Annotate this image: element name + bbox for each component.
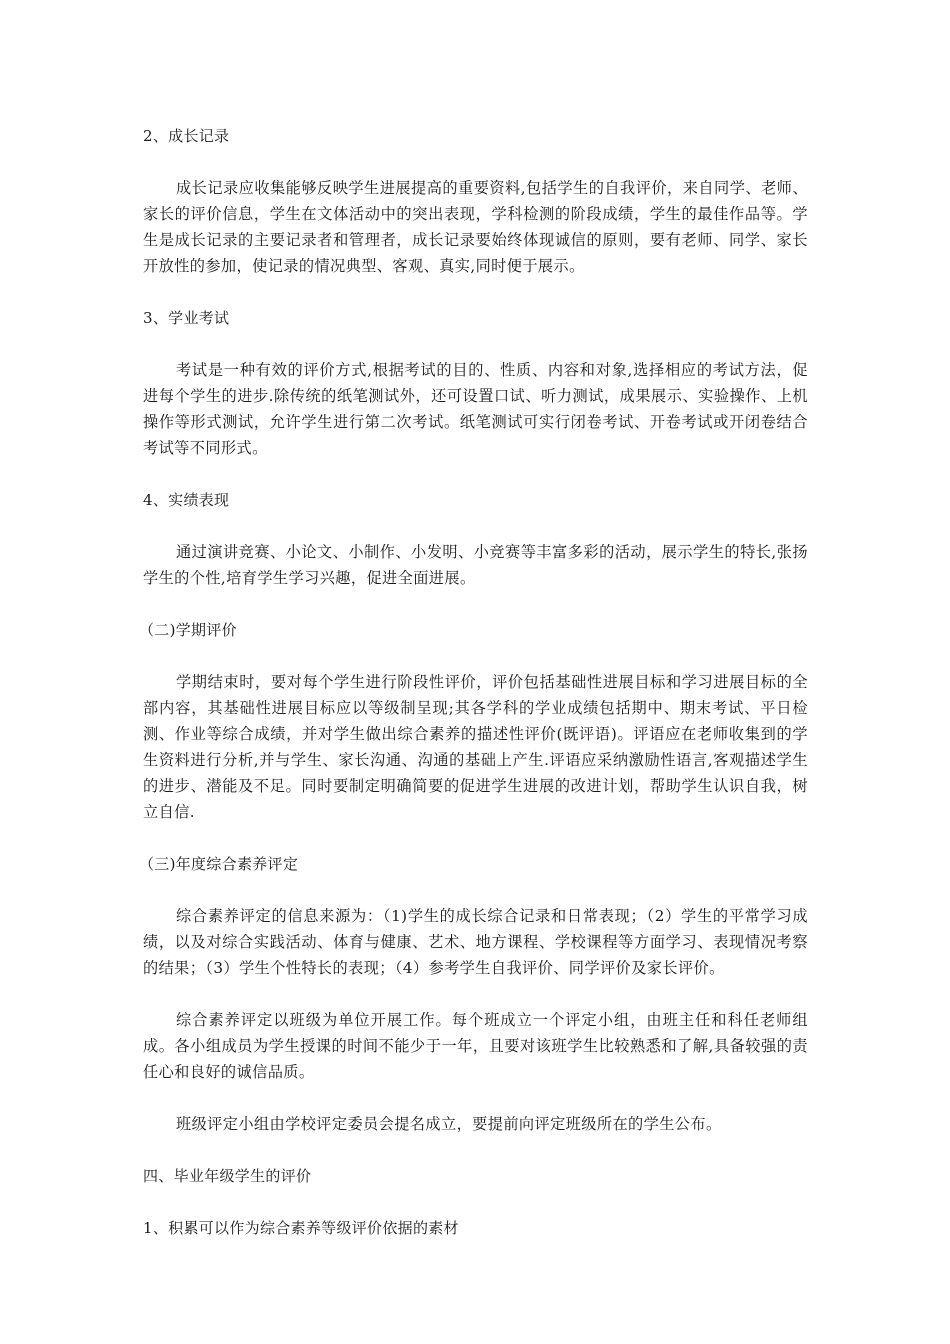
paragraph-semester-evaluation: 学期结束时，要对每个学生进行阶段性评价，评价包括基础性进展目标和学习进展目标的全部内容，其基础性进展目标应以等级制呈现;其各学科的学业成绩包括期中、期末考试、平日检测、作业等综合成绩，并对学生做出综合素养的描述性评价(既评语)。评语应在老师收集到的学生资料进行分析,并与学生、家长沟通、沟通的基础上产生.评语应采纳激励性语言,客观描述学生的进步、潜能及不足。同时要制定明确简要的促进学生进展的改进计划，帮助学生认识自我，树立自信.: [143, 673, 808, 821]
paragraph-growth-record: 成长记录应收集能够反映学生进展提高的重要资料,包括学生的自我评价，来自同学、老师、家长的评价信息，学生在文体活动中的突出表现，学科检测的阶段成绩，学生的最佳作品等。学生是成长记录的主要记录者和管理者，成长记录要始终体现诚信的原则，要有老师、同学、家长开放性的参加，使记录的情况典型、客观、真实,同时便于展示。: [143, 179, 808, 275]
section-heading-accumulate-materials: 1、积累可以作为综合素养等级评价依据的素材: [143, 1219, 459, 1237]
section-heading-annual-assessment: （三)年度综合素养评定: [139, 855, 299, 873]
section-heading-performance: 4、实绩表现: [143, 491, 230, 509]
document-body: [139, 123, 808, 1241]
section-heading-academic-exam: 3、学业考试: [143, 309, 230, 327]
paragraph-annual-assessment-sources: 综合素养评定的信息来源为：（1)学生的成长综合记录和日常表现；（2）学生的平常学习成绩，以及对综合实践活动、体育与健康、艺术、地方课程、学校课程等方面学习、表现情况考察的结果；（3）学生个性特长的表现；（4）参考学生自我评价、同学评价及家长评价。: [143, 907, 808, 977]
paragraph-academic-exam: 考试是一种有效的评价方式,根据考试的目的、性质、内容和对象,选择相应的考试方法，促进每个学生的进步.除传统的纸笔测试外，还可设置口试、听力测试，成果展示、实验操作、上机操作等形式测试，允许学生进行第二次考试。纸笔测试可实行闭卷考试、开卷考试或开闭卷结合考试等不同形式。: [143, 361, 808, 457]
paragraph-annual-assessment-committee: 班级评定小组由学校评定委员会提名成立，要提前向评定班级所在的学生公布。: [176, 1115, 722, 1133]
section-heading-graduating-students: 四、毕业年级学生的评价: [143, 1167, 312, 1185]
paragraph-annual-assessment-groups: 综合素养评定以班级为单位开展工作。每个班成立一个评定小组，由班主任和科任老师组成。各小组成员为学生授课的时间不能少于一年，且要对该班学生比较熟悉和了解,具备较强的责任心和良好的诚信品质。: [143, 1011, 808, 1081]
section-heading-growth-record: 2、成长记录: [143, 127, 230, 145]
paragraph-performance: 通过演讲竞赛、小论文、小制作、小发明、小竞赛等丰富多彩的活动，展示学生的特长,张扬学生的个性,培育学生学习兴趣，促进全面进展。: [143, 543, 808, 587]
section-heading-semester-evaluation: （二)学期评价: [139, 621, 237, 639]
